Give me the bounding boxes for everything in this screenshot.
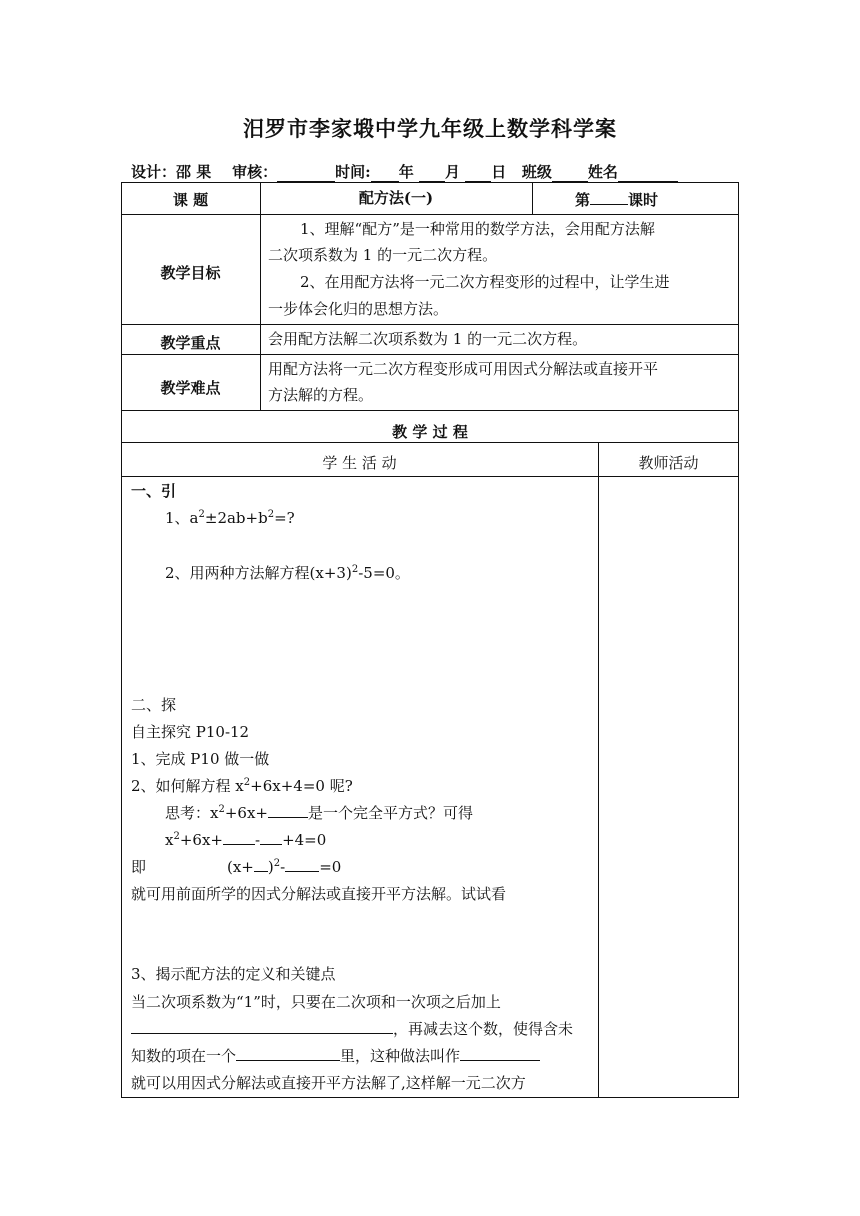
lesson-prefix: 第: [575, 191, 591, 209]
class-blank[interactable]: [552, 165, 588, 182]
answer-blank[interactable]: [285, 853, 319, 872]
review-blank[interactable]: [277, 165, 335, 182]
equation-2: [227, 853, 341, 881]
keypoint-text: 会用配方法解二次项系数为 1 的一元二次方程。: [268, 330, 588, 348]
time-label: 时间:: [335, 163, 371, 181]
difficulty-label: 教学难点: [160, 379, 221, 397]
definition-line: [131, 1042, 540, 1070]
item2-text: +6x+4=0 呢?: [250, 777, 353, 795]
teacher-column-header: 教师活动: [638, 454, 699, 472]
item2-text: 2、如何解方程 x: [131, 777, 244, 795]
think-text: +6x+: [224, 804, 268, 822]
lesson-suffix: 课时: [628, 191, 659, 209]
answer-blank[interactable]: [260, 826, 282, 845]
definition-text: 里，这种做法叫作: [340, 1047, 461, 1065]
think-text: 是一个完全平方式？可得: [307, 804, 473, 822]
month-blank[interactable]: [419, 165, 445, 182]
topic-label: 课 题: [172, 191, 209, 209]
question-1: [165, 504, 295, 532]
col-divider: [598, 442, 599, 1098]
superscript: 2: [273, 858, 281, 869]
definition-line: 当二次项系数为“1”时，只要在二次项和一次项之后加上: [131, 993, 501, 1011]
student-column-header: 学 生 活 动: [322, 454, 397, 472]
section-intro: 一、引: [131, 482, 177, 500]
q1-text: 1、a: [165, 509, 199, 527]
lesson-number: [575, 186, 658, 214]
row-divider: [121, 410, 739, 411]
superscript: 2: [267, 509, 275, 520]
definition-line: [131, 1015, 573, 1043]
col-divider: [260, 182, 261, 410]
item-1: 1、完成 P10 做一做: [131, 750, 270, 768]
eq-text: +6x+: [179, 831, 223, 849]
definition-line: 就可以用因式分解法或直接开平方法解了,这样解一元二次方: [131, 1074, 526, 1092]
document-title: 汨罗市李家塅中学九年级上数学科学案: [243, 116, 617, 141]
eq-text: +4=0: [282, 831, 327, 849]
explore-text: 自主探究 P10-12: [131, 723, 250, 741]
superscript: 2: [243, 777, 251, 788]
objectives-line: 二次项系数为 1 的一元二次方程。: [268, 246, 498, 264]
objectives-line: 2、在用配方法将一元二次方程变形的过程中，让学生进: [300, 273, 670, 291]
year-label: 年: [398, 163, 414, 181]
answer-blank[interactable]: [131, 1015, 393, 1034]
question-2: [165, 559, 410, 587]
eq-text: x: [165, 831, 174, 849]
can-solve-text: 就可用前面所学的因式分解法或直接开平方法解。试试看: [131, 885, 507, 903]
think-line: [165, 799, 473, 827]
superscript: 2: [218, 804, 225, 815]
eq-text: ): [267, 858, 274, 876]
topic-value: 配方法(一): [358, 189, 434, 207]
keypoint-label: 教学重点: [160, 334, 221, 352]
eq-text: -: [280, 858, 286, 876]
q2-text: 2、用两种方法解方程(x+3): [165, 564, 352, 582]
q2-text: -5=0。: [358, 564, 410, 582]
superscript: 2: [198, 509, 205, 520]
answer-blank[interactable]: [460, 1042, 540, 1061]
equation-1: [165, 826, 326, 854]
review-label: 审核：: [232, 163, 278, 181]
design-label: 设计：邵 果: [131, 163, 212, 181]
class-label: 班级: [521, 163, 552, 181]
answer-blank[interactable]: [236, 1042, 340, 1061]
eq-text: (x+: [227, 858, 254, 876]
definition-text: 知数的项在一个: [131, 1047, 237, 1065]
q1-text: ±2ab+b: [204, 509, 268, 527]
eq-text: =0: [319, 858, 342, 876]
difficulty-line: 用配方法将一元二次方程变形成可用因式分解法或直接开平: [268, 360, 659, 378]
item-2: [131, 772, 353, 800]
process-heading: 教 学 过 程: [392, 423, 468, 441]
ji-label: 即: [131, 858, 147, 876]
item-3: 3、揭示配方法的定义和关键点: [131, 965, 336, 983]
eq-text: -: [254, 831, 261, 849]
think-text: 思考：x: [165, 804, 219, 822]
answer-blank[interactable]: [254, 853, 268, 872]
meta-line: [131, 161, 678, 182]
objectives-line: 1、理解“配方”是一种常用的数学方法，会用配方法解: [300, 220, 655, 238]
day-blank[interactable]: [465, 165, 491, 182]
definition-text: ，再减去这个数，使得含未: [393, 1020, 574, 1038]
q1-text: =?: [274, 509, 295, 527]
answer-blank[interactable]: [223, 826, 255, 845]
year-blank[interactable]: [371, 165, 399, 182]
day-label: 日: [491, 163, 507, 181]
section-explore: 二、探: [131, 696, 177, 714]
name-blank[interactable]: [618, 165, 678, 182]
lesson-blank[interactable]: [590, 186, 628, 205]
objectives-line: 一步体会化归的思想方法。: [268, 300, 449, 318]
objectives-label: 教学目标: [160, 264, 221, 282]
month-label: 月: [444, 163, 460, 181]
col-divider: [532, 182, 533, 214]
difficulty-line: 方法解的方程。: [268, 386, 374, 404]
answer-blank[interactable]: [268, 799, 308, 818]
name-label: 姓名: [587, 163, 618, 181]
superscript: 2: [351, 564, 359, 575]
superscript: 2: [173, 831, 180, 842]
